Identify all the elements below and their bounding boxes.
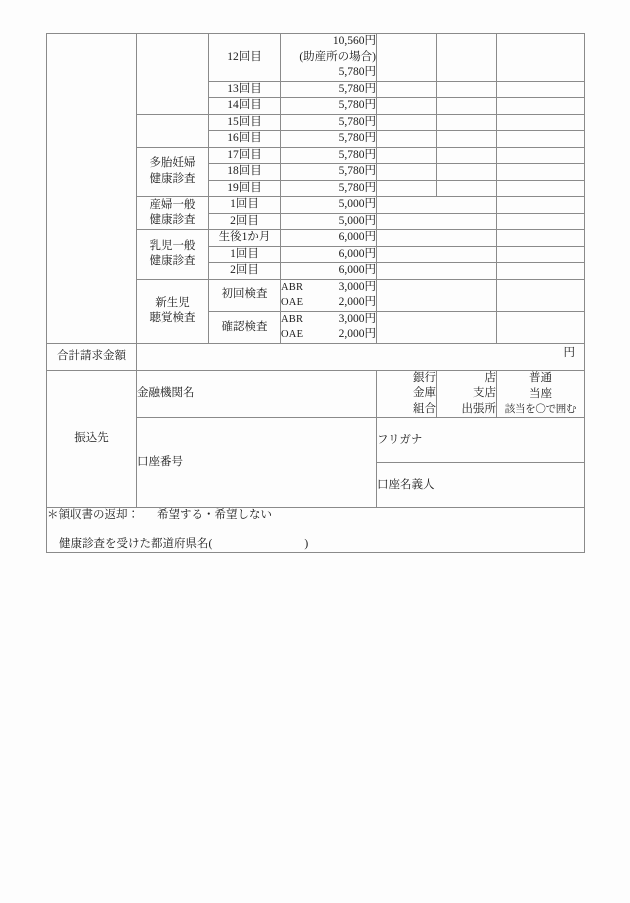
test-amount: 3,000円 [338,312,376,325]
account-number-field[interactable] [137,418,377,508]
fee-amount: 6,000円 [281,246,377,263]
fee-line-alternate: 5,780円 [338,66,376,79]
entry-cell-remarks[interactable] [497,197,585,214]
category-label-line1: 産婦一般 [149,198,196,211]
entry-cell-count-subtotal[interactable] [377,246,497,263]
entry-cell-remarks[interactable] [497,263,585,280]
entry-cell-subtotal[interactable] [437,98,497,115]
entry-cell-remarks[interactable] [497,114,585,131]
entry-cell-remarks[interactable] [497,147,585,164]
exam-stage: 初回検査 [209,279,281,311]
entry-cell-subtotal[interactable] [437,147,497,164]
exam-type-column-blank [47,34,137,344]
category-label-line1: 乳児一般 [149,239,196,252]
fee-line-standard: 10,560円 [332,35,376,47]
entry-cell-count[interactable] [377,114,437,131]
entry-cell-remarks[interactable] [497,164,585,181]
entry-cell-count[interactable] [377,180,437,197]
fee-amount: 5,780円 [281,164,377,181]
institution-type-credit-union: 金庫 [413,387,436,400]
account-holder-field[interactable] [377,463,585,508]
category-multiple-pregnancy [137,147,209,197]
fee-amount: 5,000円 [281,213,377,230]
visit-number: 2回目 [209,263,281,280]
exam-stage: 確認検査 [209,311,281,343]
fee-claim-table [46,33,585,553]
total-amount-label: 合計請求金額 [47,343,137,370]
prefecture-label: 健康診査を受けた都道府県名( [59,537,213,550]
receipt-return-label: ＊領収書の返却： [47,509,139,522]
prefecture-note [47,537,584,553]
entry-cell-subtotal[interactable] [437,164,497,181]
fee-pair-abr [281,280,376,296]
category-label-line2: 健康診査 [149,172,196,185]
visit-number: 17回目 [209,147,281,164]
test-code: OAE [281,329,304,341]
entry-cell-count[interactable] [377,147,437,164]
total-amount-input[interactable] [137,343,585,370]
entry-cell-count-subtotal[interactable] [377,197,497,214]
entry-cell-count[interactable] [377,34,437,82]
fee-amount: 5,780円 [281,180,377,197]
visit-number: 19回目 [209,180,281,197]
visit-number: 1回目 [209,197,281,214]
branch-type-options[interactable] [437,370,497,418]
entry-cell-subtotal[interactable] [437,114,497,131]
entry-cell-count[interactable] [377,164,437,181]
account-holder-label: 口座名義人 [377,478,435,491]
visit-number: 生後1か月 [209,230,281,247]
account-type-options[interactable] [497,370,585,418]
fee-amount: 6,000円 [281,263,377,280]
entry-cell-subtotal[interactable] [437,81,497,98]
receipt-return-choices[interactable]: 希望する・希望しない [157,509,272,522]
entry-cell-remarks[interactable] [497,81,585,98]
test-amount: 3,000円 [338,280,376,293]
test-amount: 2,000円 [338,296,376,309]
category-label-line1: 新生児 [155,296,190,309]
fee-amount: 5,780円 [281,98,377,115]
entry-cell-count-subtotal[interactable] [377,230,497,247]
visit-number: 15回目 [209,114,281,131]
category-newborn-hearing [137,279,209,343]
fee-amount: 5,780円 [281,81,377,98]
visit-number: 18回目 [209,164,281,181]
category-infant [137,230,209,280]
institution-type-cooperative: 組合 [413,402,436,415]
currency-unit: 円 [563,346,575,359]
fee-amount-pairs [281,311,377,343]
category-label-line2: 聴覚検査 [149,312,196,325]
branch-type-branch: 支店 [473,387,496,400]
category-cell-blank-middle [137,114,209,147]
category-label-line2: 健康診査 [149,214,196,227]
footer-notes-row [47,508,585,553]
footer-notes [47,508,585,553]
entry-cell-count[interactable] [377,81,437,98]
fee-pair-oae [281,327,376,343]
entry-cell-remarks[interactable] [497,98,585,115]
institution-name-field[interactable] [137,370,377,418]
branch-type-office: 出張所 [461,402,496,415]
account-type-current: 当座 [529,387,552,400]
visit-number: 12回目 [209,34,281,82]
visit-number: 16回目 [209,131,281,148]
visit-number: 1回目 [209,246,281,263]
test-code: ABR [281,313,304,325]
fee-amount-multiline [281,34,377,82]
category-label-line2: 健康診査 [149,255,196,268]
fee-amount: 5,780円 [281,114,377,131]
visit-number: 14回目 [209,98,281,115]
furigana-label: フリガナ [377,433,423,446]
entry-cell-count-subtotal[interactable] [377,311,497,343]
circle-instruction-note: 該当を〇で囲む [504,403,577,415]
receipt-return-note [47,508,584,524]
entry-cell-remarks[interactable] [497,213,585,230]
claim-form-container [46,33,584,553]
category-cell-blank-upper [137,34,209,115]
entry-cell-count-subtotal[interactable] [377,213,497,230]
entry-cell-count[interactable] [377,98,437,115]
test-code: OAE [281,297,304,309]
entry-cell-count-subtotal[interactable] [377,279,497,311]
table-row [47,34,585,82]
entry-cell-subtotal[interactable] [437,34,497,82]
entry-cell-remarks[interactable] [497,311,585,343]
visit-number: 2回目 [209,213,281,230]
institution-name-label: 金融機関名 [137,387,195,400]
fee-amount: 6,000円 [281,230,377,247]
entry-cell-remarks[interactable] [497,34,585,82]
prefecture-close-paren: ) [304,537,309,550]
fee-line-condition: (助産所の場合) [299,50,376,63]
total-row [47,343,585,370]
fee-amount-pairs [281,279,377,311]
bank-transfer-label: 振込先 [47,370,137,508]
entry-cell-remarks[interactable] [497,246,585,263]
fee-pair-oae [281,295,376,311]
entry-cell-remarks[interactable] [497,131,585,148]
bank-institution-row [47,370,585,418]
entry-cell-remarks[interactable] [497,230,585,247]
test-code: ABR [281,281,304,293]
branch-type-main: 店 [484,371,496,384]
entry-cell-count-subtotal[interactable] [377,263,497,280]
account-type-ordinary: 普通 [529,372,552,385]
institution-type-options[interactable] [377,370,437,418]
furigana-field[interactable] [377,418,585,463]
visit-number: 13回目 [209,81,281,98]
test-amount: 2,000円 [338,328,376,341]
entry-cell-count[interactable] [377,131,437,148]
entry-cell-remarks[interactable] [497,279,585,311]
category-postpartum [137,197,209,230]
institution-type-bank: 銀行 [413,371,436,384]
fee-amount: 5,000円 [281,197,377,214]
entry-cell-subtotal[interactable] [437,131,497,148]
account-number-label: 口座番号 [137,456,183,469]
fee-pair-abr [281,312,376,328]
entry-cell-remarks[interactable] [497,180,585,197]
category-label-line1: 多胎妊婦 [149,157,196,170]
fee-amount: 5,780円 [281,147,377,164]
entry-cell-subtotal[interactable] [437,180,497,197]
fee-amount: 5,780円 [281,131,377,148]
